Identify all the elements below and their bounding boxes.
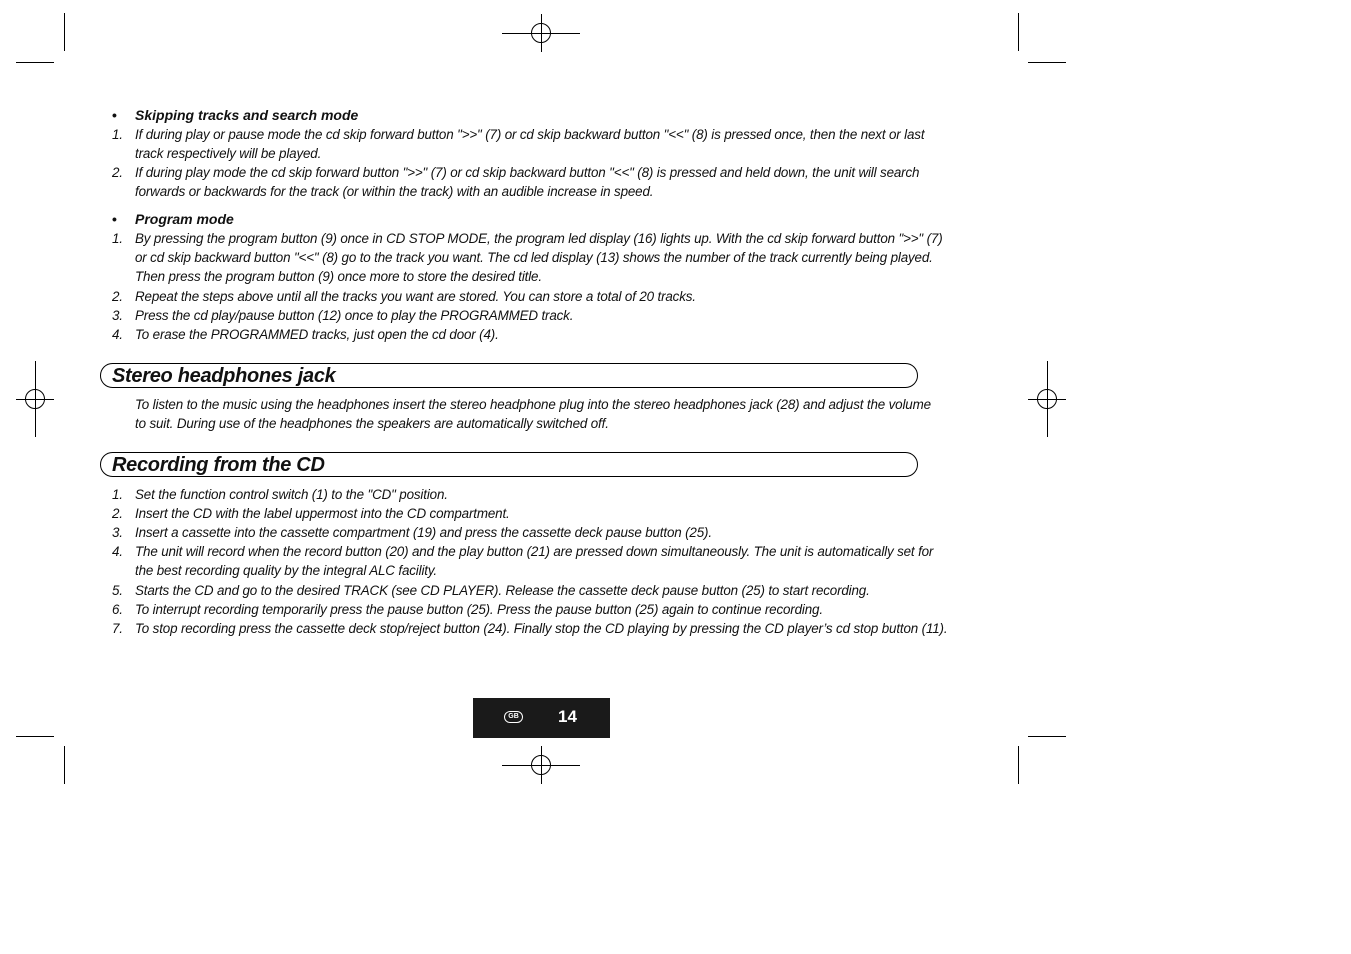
- crop-mark: [16, 62, 54, 63]
- list-item: 3. Insert a cassette into the cassette compartment (19) and press the cassette deck pause button (25).: [112, 525, 712, 540]
- bullet-icon: •: [112, 211, 117, 227]
- section-header-headphones: [100, 363, 918, 388]
- list-item: 3. Press the cd play/pause button (12) once to play the PROGRAMMED track.: [112, 308, 574, 323]
- list-item: 1. If during play or pause mode the cd skip forward button ">>" (7) or cd skip backward button "<<" (8) is pressed once, then the next or last track respectively will be played.: [112, 127, 925, 162]
- skipping-heading: • Skipping tracks and search mode: [112, 107, 359, 123]
- list-item: 4. To erase the PROGRAMMED tracks, just open the cd door (4).: [112, 327, 499, 342]
- crop-mark: [1028, 736, 1066, 737]
- bullet-icon: •: [112, 107, 117, 123]
- section-title: Recording from the CD: [112, 454, 325, 476]
- crop-mark: [64, 13, 65, 51]
- headphones-paragraph: To listen to the music using the headphones insert the stereo headphone plug into the stereo headphones jack (28) and adjust the volume to suit. During use of the headphones the speakers are automatically switched off.: [135, 397, 931, 432]
- crop-mark: [1018, 13, 1019, 51]
- list-item: 2. Repeat the steps above until all the tracks you want are stored. You can store a total of 20 tracks.: [112, 289, 696, 304]
- list-item: 5. Starts the CD and go to the desired TRACK (see CD PLAYER). Release the cassette deck pause button (25) to start recording.: [112, 583, 870, 598]
- program-heading: • Program mode: [112, 211, 234, 227]
- crop-mark: [1018, 746, 1019, 784]
- list-item: 6. To interrupt recording temporarily press the pause button (25). Press the pause button (25) again to continue recording.: [112, 602, 823, 617]
- crop-mark: [16, 736, 54, 737]
- language-badge: GB: [504, 711, 523, 723]
- list-item: 4. The unit will record when the record button (20) and the play button (21) are pressed down simultaneously. The unit is automatically set for the best recording quality by the integral ALC facility.: [112, 544, 934, 579]
- section-title: Stereo headphones jack: [112, 365, 336, 387]
- crop-mark: [1028, 62, 1066, 63]
- list-item: 2. If during play mode the cd skip forward button ">>" (7) or cd skip backward button "<<" (8) is pressed and held down, the unit will search forwards or backwards for the track (or within the track) with an audible increase in speed.: [112, 165, 920, 200]
- page-footer: [473, 698, 610, 738]
- section-header-recording: [100, 452, 918, 477]
- list-item: 7. To stop recording press the cassette deck stop/reject button (24). Finally stop the CD playing by pressing the CD player’s cd stop button (11).: [112, 621, 948, 636]
- list-item: 1. By pressing the program button (9) once in CD STOP MODE, the program led display (16) lights up. With the cd skip forward button ">>" (7) or cd skip backward button "<<" (8) go to the track you want. The cd led display (13) shows the number of the track currently being played. Then press the program button (9) once more to store the desired title.: [112, 231, 943, 285]
- page-number: 14: [558, 707, 577, 726]
- list-item: 1. Set the function control switch (1) to the "CD" position.: [112, 487, 448, 502]
- crop-mark: [64, 746, 65, 784]
- list-item: 2. Insert the CD with the label uppermost into the CD compartment.: [112, 506, 510, 521]
